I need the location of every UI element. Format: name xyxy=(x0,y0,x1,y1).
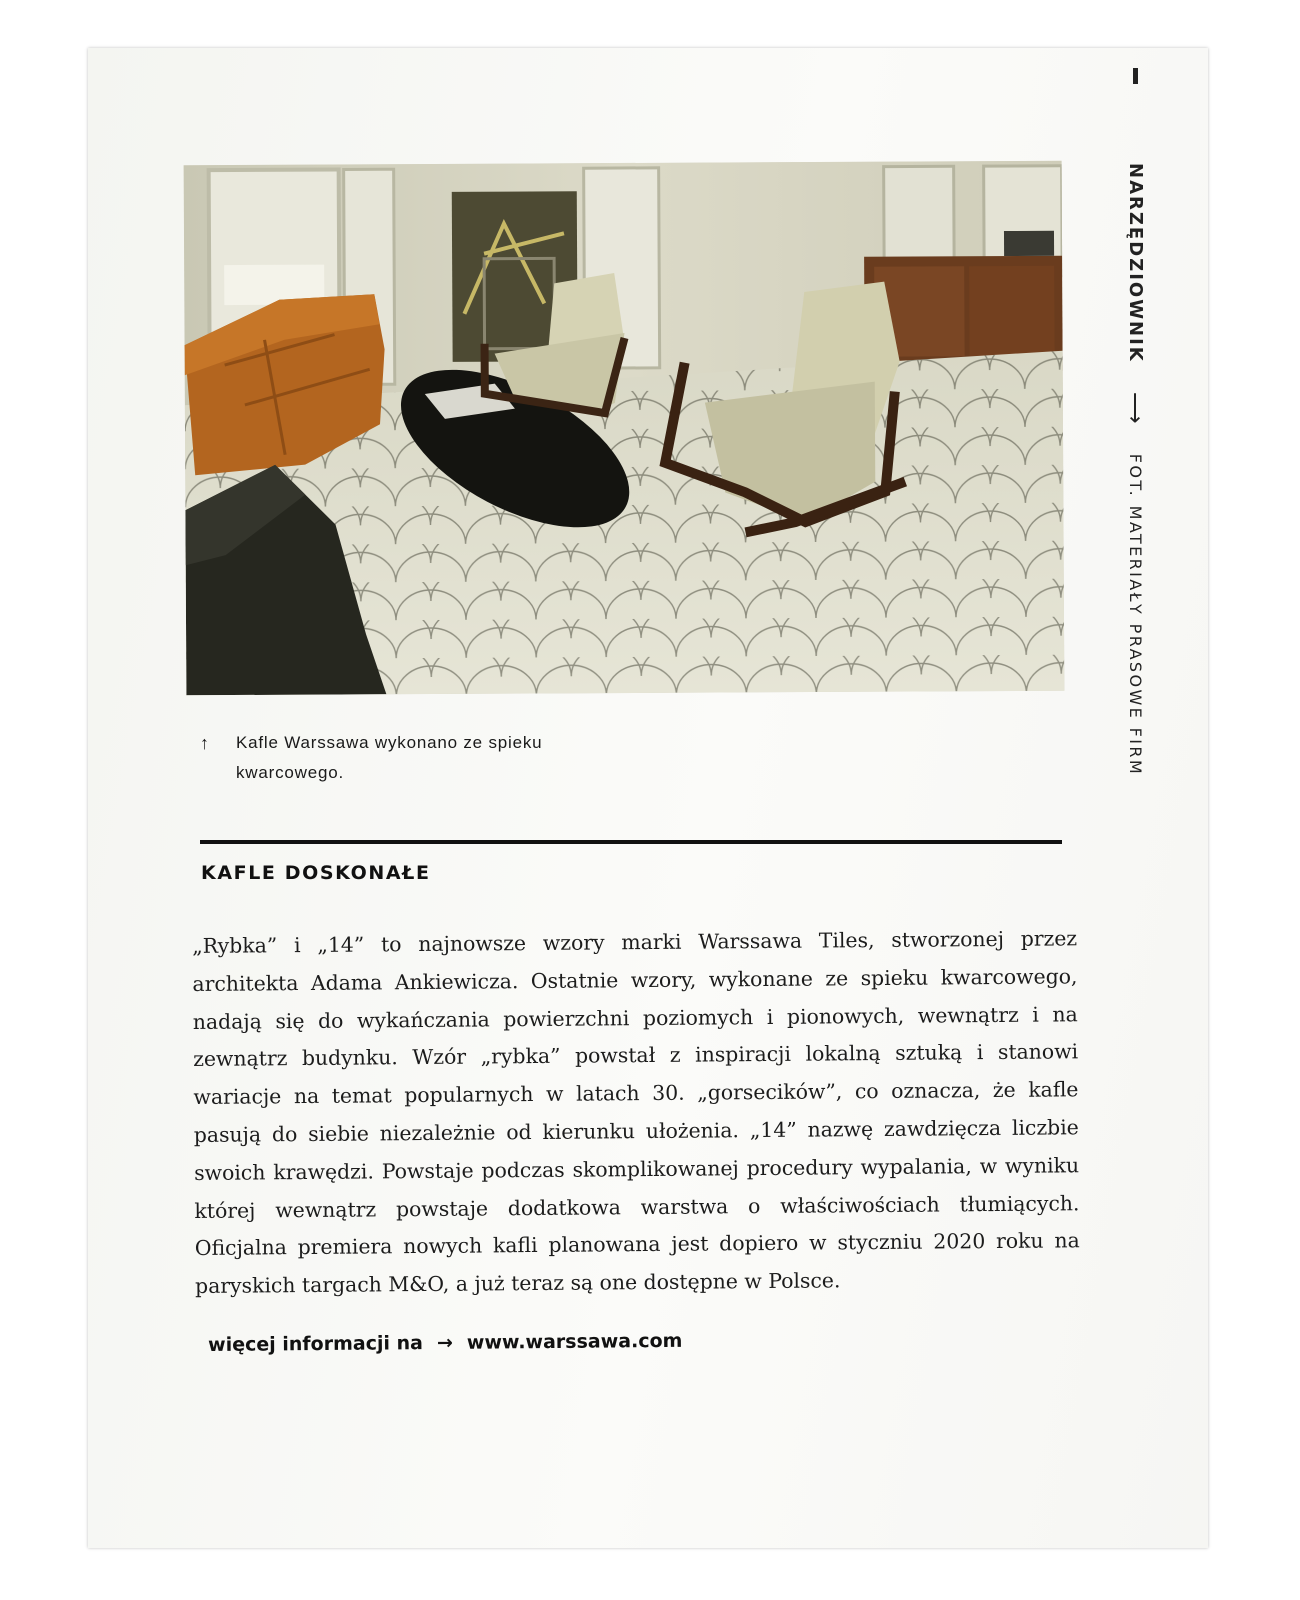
arrow-up-icon: ↑ xyxy=(200,733,210,753)
sidebar-vertical xyxy=(1118,163,1148,776)
magazine-page xyxy=(88,48,1208,1548)
arrow-right-icon: → xyxy=(436,1331,453,1355)
photo-illustration xyxy=(184,161,1065,696)
website-link[interactable]: www.warssawa.com xyxy=(466,1329,683,1354)
photo-caption xyxy=(200,728,620,788)
page-edge-mark xyxy=(1133,68,1138,84)
section-name: NARZĘDZIOWNIK xyxy=(1125,163,1146,363)
living-room-photo xyxy=(184,161,1065,696)
photo-credit: FOT. MATERIAŁY PRASOWE FIRM xyxy=(1126,453,1145,777)
more-info-label: więcej informacji na xyxy=(208,1332,424,1356)
more-info-line xyxy=(208,1330,682,1356)
section-divider xyxy=(200,840,1062,844)
caption-text: Kafle Warssawa wykonano ze spieku kwarcowego. xyxy=(236,733,543,782)
arrow-down-icon: ⟶ xyxy=(1123,391,1148,426)
article-heading: KAFLE DOSKONAŁE xyxy=(201,862,431,884)
article-body: „Rybka” i „14” to najnowsze wzory marki Warssawa Tiles, stworzonej przez architekta Adama Ankiewicza. Ostatnie wzory, wykonane ze spieku kwarcowego, nadają się do wykańczania powierzchni poziomych i pionowych, wewnątrz i na zewnątrz budynku. Wzór „rybka” powstał z inspiracji lokalną sztuką i stanowi wariacje na temat popularnych w latach 30. „gorsecików”, co oznacza, że kafle pasują do siebie niezależnie od kierunku ułożenia. „14” nazwę zawdzięcza liczbie swoich krawędzi. Powstaje podczas skomplikowanej procedury wypalania, w wyniku której wewnątrz powstaje dodatkowa warstwa o właściwościach tłumiących. Oficjalna premiera nowych kafli planowana jest dopiero w styczniu 2020 roku na paryskich targach M&O, a już teraz są one dostępne w Polsce. xyxy=(192,926,1080,1299)
